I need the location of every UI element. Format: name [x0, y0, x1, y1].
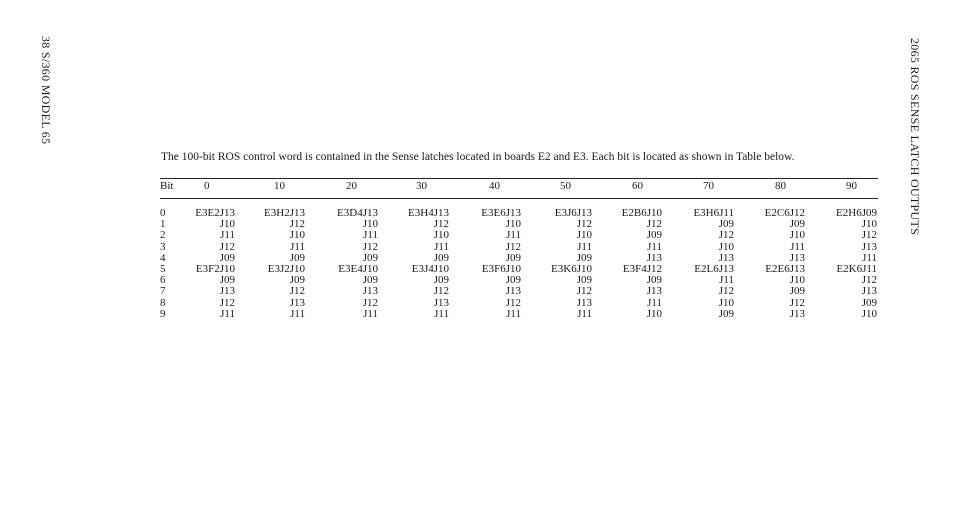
table-cell: J12: [576, 218, 592, 231]
header-bit: Bit: [160, 180, 174, 192]
table-cell: J09: [861, 296, 877, 309]
table-cell: J11: [506, 307, 521, 320]
table-cell: J10: [219, 218, 235, 231]
table-cell: J09: [289, 251, 305, 264]
table-cell: J10: [505, 218, 521, 231]
table-cell: J12: [219, 296, 235, 309]
table-cell: E3E4J10: [338, 262, 378, 275]
table-cell: J10: [433, 229, 449, 242]
table-cell: J09: [576, 251, 592, 264]
table-cell: J12: [718, 229, 734, 242]
table-cell: J11: [862, 251, 877, 264]
table-cell: J13: [718, 251, 734, 264]
table-cell: J09: [505, 251, 521, 264]
table-top-rule: [160, 178, 878, 179]
table-cell: J12: [789, 296, 805, 309]
table-cell: J11: [790, 240, 805, 253]
table-cell: J13: [861, 285, 877, 298]
table-cell: E2C6J12: [764, 207, 805, 219]
table-cell: J12: [646, 218, 662, 231]
table-cell: J10: [289, 229, 305, 242]
table-cell: J13: [789, 307, 805, 320]
table-cell: J12: [576, 285, 592, 298]
header-col-80: 80: [775, 180, 786, 192]
table-cell: E2L6J13: [694, 262, 734, 275]
table-cell: J10: [646, 307, 662, 320]
table-cell: J12: [219, 240, 235, 253]
table-cell: E3J2J10: [267, 262, 305, 275]
table-header-row: [160, 180, 878, 196]
table-cell: E3J4J10: [411, 262, 449, 275]
table-cell: J09: [646, 274, 662, 287]
table-column: [463, 208, 521, 320]
bit-index: 9: [160, 307, 166, 320]
table-column: [819, 208, 877, 320]
table-cell: J13: [646, 251, 662, 264]
table-cell: E3E6J13: [481, 207, 521, 219]
bit-index: 2: [160, 229, 166, 242]
table-header-rule: [160, 198, 878, 199]
table-column: [747, 208, 805, 320]
table-cell: J13: [433, 296, 449, 309]
table-cell: J10: [576, 229, 592, 242]
header-col-70: 70: [703, 180, 714, 192]
table-cell: J13: [219, 285, 235, 298]
table-cell: J12: [861, 274, 877, 287]
table-cell: J10: [789, 229, 805, 242]
header-col-50: 50: [560, 180, 571, 192]
table-cell: J13: [289, 296, 305, 309]
header-col-40: 40: [489, 180, 500, 192]
table-cell: J13: [861, 240, 877, 253]
table-cell: E3J6J13: [554, 207, 592, 219]
bit-index: 8: [160, 296, 166, 309]
header-col-10: 10: [274, 180, 285, 192]
table-cell: J10: [861, 307, 877, 320]
table-column: [177, 208, 235, 320]
table-cell: J12: [289, 218, 305, 231]
bit-index: 4: [160, 251, 166, 264]
table-cell: J11: [220, 229, 235, 242]
table-cell: J11: [506, 229, 521, 242]
bit-index: 7: [160, 285, 166, 298]
bit-index: 5: [160, 262, 166, 275]
table-cell: E2B6J10: [621, 207, 662, 219]
table-cell: E3F6J10: [481, 262, 521, 275]
table-column: [320, 208, 378, 320]
table-cell: E3D4J13: [337, 207, 378, 219]
bit-index: 3: [160, 240, 166, 253]
table-cell: J10: [861, 218, 877, 231]
bit-index: 0: [160, 207, 166, 219]
page-number-header: 38 S/360 MODEL 65: [39, 36, 53, 145]
table-cell: J09: [433, 251, 449, 264]
header-col-30: 30: [416, 180, 427, 192]
table-cell: J09: [789, 285, 805, 298]
table-cell: J11: [363, 229, 378, 242]
header-col-60: 60: [632, 180, 643, 192]
table-cell: J11: [220, 307, 235, 320]
table-cell: J13: [789, 251, 805, 264]
table-cell: J11: [290, 307, 305, 320]
table-cell: J10: [362, 218, 378, 231]
table-cell: E2E6J13: [765, 262, 805, 275]
table-cell: J09: [718, 218, 734, 231]
table-cell: J09: [789, 218, 805, 231]
table-cell: J11: [719, 274, 734, 287]
table-cell: J11: [577, 307, 592, 320]
table-cell: J09: [362, 274, 378, 287]
header-col-20: 20: [346, 180, 357, 192]
table-column: [676, 208, 734, 320]
table-cell: J12: [718, 285, 734, 298]
table-cell: J11: [434, 307, 449, 320]
table-cell: J09: [219, 274, 235, 287]
table-cell: E2H6J09: [836, 207, 877, 219]
table-cell: E3K6J10: [551, 262, 592, 275]
bit-index: 1: [160, 218, 166, 231]
table-cell: J13: [646, 285, 662, 298]
header-col-90: 90: [846, 180, 857, 192]
table-cell: J12: [861, 229, 877, 242]
table-cell: J11: [434, 240, 449, 253]
section-title-header: 2065 ROS SENSE LATCH OUTPUTS: [908, 38, 922, 236]
table-cell: E3F2J10: [195, 262, 235, 275]
table-cell: J12: [289, 285, 305, 298]
table-cell: E3H6J11: [693, 207, 734, 219]
intro-paragraph: The 100-bit ROS control word is contained in the Sense latches located in boards E2 and E3. Each bit is located as shown in Table below.: [161, 151, 795, 163]
table-cell: J11: [363, 307, 378, 320]
table-cell: E2K6J11: [836, 262, 877, 275]
table-cell: J12: [433, 285, 449, 298]
table-cell: J12: [505, 296, 521, 309]
table-cell: J13: [576, 296, 592, 309]
table-cell: J10: [789, 274, 805, 287]
table-column: [534, 208, 592, 320]
table-cell: J09: [505, 274, 521, 287]
bit-index-column: [160, 208, 172, 320]
table-column: [247, 208, 305, 320]
table-cell: E3E2J13: [195, 207, 235, 219]
table-cell: J10: [718, 240, 734, 253]
header-col-0: 0: [204, 180, 210, 192]
table-cell: J11: [647, 296, 662, 309]
table-cell: J12: [505, 240, 521, 253]
table-cell: J12: [362, 240, 378, 253]
table-cell: J13: [505, 285, 521, 298]
table-cell: E3H2J13: [264, 207, 305, 219]
table-cell: J09: [433, 274, 449, 287]
bit-index: 6: [160, 274, 166, 287]
table-cell: J09: [576, 274, 592, 287]
table-cell: J13: [362, 285, 378, 298]
table-cell: J09: [362, 251, 378, 264]
table-cell: J09: [646, 229, 662, 242]
table-cell: J12: [433, 218, 449, 231]
table-cell: J09: [289, 274, 305, 287]
table-cell: J10: [718, 296, 734, 309]
table-cell: J11: [647, 240, 662, 253]
table-cell: J11: [290, 240, 305, 253]
table-cell: E3H4J13: [408, 207, 449, 219]
table-column: [391, 208, 449, 320]
table-cell: E3F4J12: [622, 262, 662, 275]
table-cell: J11: [577, 240, 592, 253]
table-cell: J12: [362, 296, 378, 309]
table-cell: J09: [219, 251, 235, 264]
table-column: [604, 208, 662, 320]
table-cell: J09: [718, 307, 734, 320]
